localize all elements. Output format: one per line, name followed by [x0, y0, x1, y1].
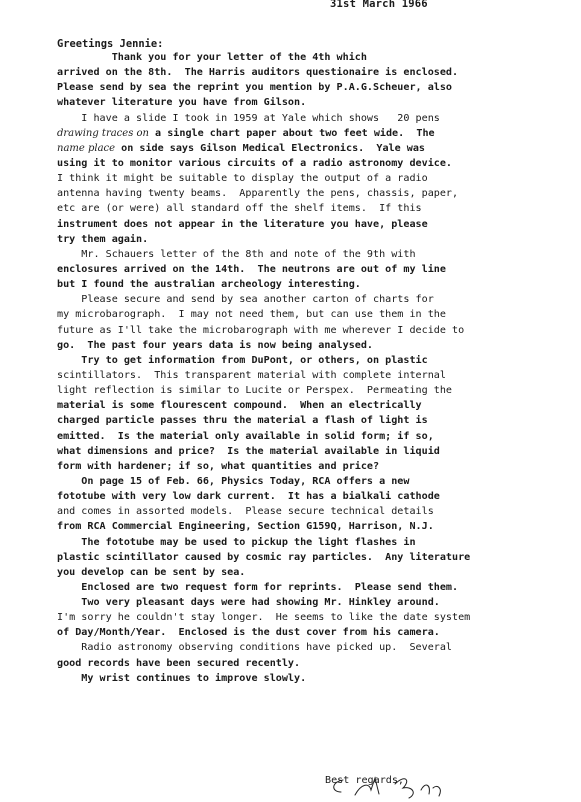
- letter-line-text: arrived on the 8th. The Harris auditors questionaire is enclosed.: [57, 67, 459, 79]
- letter-line: [57, 50, 577, 65]
- letter-line-text: but I found the australian archeology interesting.: [57, 279, 361, 291]
- letter-line-text: Please send by sea the reprint you mention by P.A.G.Scheuer, also: [57, 82, 453, 94]
- letter-line: [57, 550, 577, 565]
- handwritten-signature: [325, 770, 445, 802]
- letter-line: [57, 656, 577, 671]
- letter-line-text: light reflection is similar to Lucite or Perspex. Permeating the: [57, 385, 453, 397]
- letter-line-text: I'm sorry he couldn't stay longer. He seems to like the date system: [57, 612, 471, 624]
- letter-line: [57, 610, 577, 625]
- letter-line: [57, 580, 577, 595]
- letter-line: [57, 368, 577, 383]
- letter-line: [57, 292, 577, 307]
- handwritten-insertion: name place: [57, 142, 116, 154]
- letter-line: [57, 444, 577, 459]
- letter-line: [57, 80, 577, 95]
- letter-line-text: what dimensions and price? Is the material available in liquid: [57, 445, 440, 457]
- letter-line: [57, 383, 577, 398]
- letter-greeting: Greetings Jennie:: [57, 38, 164, 50]
- letter-line-text: whatever literature you have from Gilson.: [57, 97, 307, 109]
- letter-line-text: etc are (or were) all standard off the shelf items. If this: [57, 203, 422, 215]
- letter-line: [57, 262, 577, 277]
- letter-line-text: future as I'll take the microbarograph with me wherever I decide to: [57, 324, 465, 336]
- letter-line: [57, 156, 577, 171]
- letter-line: [57, 474, 577, 489]
- letter-line-text: Thank you for your letter of the 4th which: [57, 52, 367, 63]
- letter-line-text: my microbarograph. I may not need them, but can use them in the: [57, 309, 446, 321]
- letter-line-text: My wrist continues to improve slowly.: [57, 672, 307, 684]
- letter-body: [57, 50, 577, 686]
- handwritten-insertion: drawing traces on: [57, 127, 149, 139]
- letter-line-text: fototube with very low dark current. It has a bialkali cathode: [57, 491, 440, 503]
- letter-line: [57, 65, 577, 80]
- letter-line-text: plastic scintillator caused by cosmic ray particles. Any literature: [57, 551, 471, 563]
- letter-line: [57, 595, 577, 610]
- letter-line-text: Please secure and send by sea another carton of charts for: [57, 294, 434, 306]
- letter-line-text: emitted. Is the material only available in solid form; if so,: [57, 430, 434, 442]
- letter-line-text: from RCA Commercial Engineering, Section G159Q, Harrison, N.J.: [57, 521, 434, 533]
- letter-line-text: and comes in assorted models. Please secure technical details: [57, 506, 434, 518]
- letter-line: [57, 232, 577, 247]
- letter-line-text: good records have been secured recently.: [57, 657, 301, 669]
- letter-line: [57, 201, 577, 216]
- letter-date: 31st March 1966: [330, 0, 428, 10]
- letter-line: [57, 413, 577, 428]
- letter-line-text: Radio astronomy observing conditions have picked up. Several: [57, 642, 453, 654]
- letter-line: [57, 247, 577, 262]
- letter-line: [57, 565, 577, 580]
- letter-line-text: of Day/Month/Year. Enclosed is the dust cover from his camera.: [57, 627, 440, 639]
- letter-line-text: Enclosed are two request form for reprints. Please send them.: [57, 581, 459, 593]
- letter-line: [57, 171, 577, 186]
- letter-line-text: Mr. Schauers letter of the 8th and note of the 9th with: [57, 248, 416, 260]
- letter-line: [57, 504, 577, 519]
- letter-line-text: I have a slide I took in 1959 at Yale which shows 20 pens: [57, 112, 440, 124]
- letter-line-text: enclosures arrived on the 14th. The neutrons are out of my line: [57, 263, 446, 275]
- letter-line-text: Two very pleasant days were had showing Mr. Hinkley around.: [57, 597, 440, 609]
- letter-line: [57, 671, 577, 686]
- letter-line-text: The fototube may be used to pickup the light flashes in: [57, 536, 416, 548]
- letter-line: [57, 640, 577, 655]
- letter-line-text: scintillators. This transparent material with complete internal: [57, 369, 446, 381]
- letter-line: [57, 186, 577, 201]
- letter-line: [57, 535, 577, 550]
- letter-line: [57, 111, 577, 126]
- letter-line-text: try them again.: [57, 233, 149, 245]
- letter-line: [57, 459, 577, 474]
- letter-line: [57, 519, 577, 534]
- letter-line: [57, 429, 577, 444]
- letter-line-text: Try to get information from DuPont, or others, on plastic: [57, 354, 428, 366]
- letter-line: [57, 141, 577, 156]
- letter-line-text: charged particle passes thru the material a flash of light is: [57, 415, 428, 427]
- letter-line-text: using it to monitor various circuits of a radio astronomy device.: [57, 157, 453, 169]
- letter-line-text: a single chart paper about two feet wide. The: [148, 127, 435, 139]
- letter-line-text: you develop can be sent by sea.: [57, 566, 246, 578]
- letter-line: [57, 323, 577, 338]
- letter-line: [57, 217, 577, 232]
- letter-line: [57, 126, 577, 141]
- letter-line-text: on side says Gilson Medical Electronics. Yale was: [115, 142, 425, 154]
- letter-line: [57, 307, 577, 322]
- letter-closing: Best regards,: [325, 775, 405, 786]
- letter-line: [57, 353, 577, 368]
- letter-line-text: form with hardener; if so, what quantities and price?: [57, 460, 380, 472]
- letter-line-text: I think it might be suitable to display the output of a radio: [57, 173, 428, 185]
- letter-line: [57, 398, 577, 413]
- letter-line-text: material is some flourescent compound. When an electrically: [57, 400, 422, 412]
- letter-line-text: On page 15 of Feb. 66, Physics Today, RCA offers a new: [57, 475, 410, 487]
- letter-line-text: go. The past four years data is now being analysed.: [57, 339, 374, 351]
- letter-line: [57, 277, 577, 292]
- letter-line-text: antenna having twenty beams. Apparently the pens, chassis, paper,: [57, 188, 459, 200]
- letter-line: [57, 338, 577, 353]
- letter-line-text: instrument does not appear in the literature you have, please: [57, 218, 428, 230]
- letter-line: [57, 95, 577, 110]
- letter-line: [57, 625, 577, 640]
- letter-line: [57, 489, 577, 504]
